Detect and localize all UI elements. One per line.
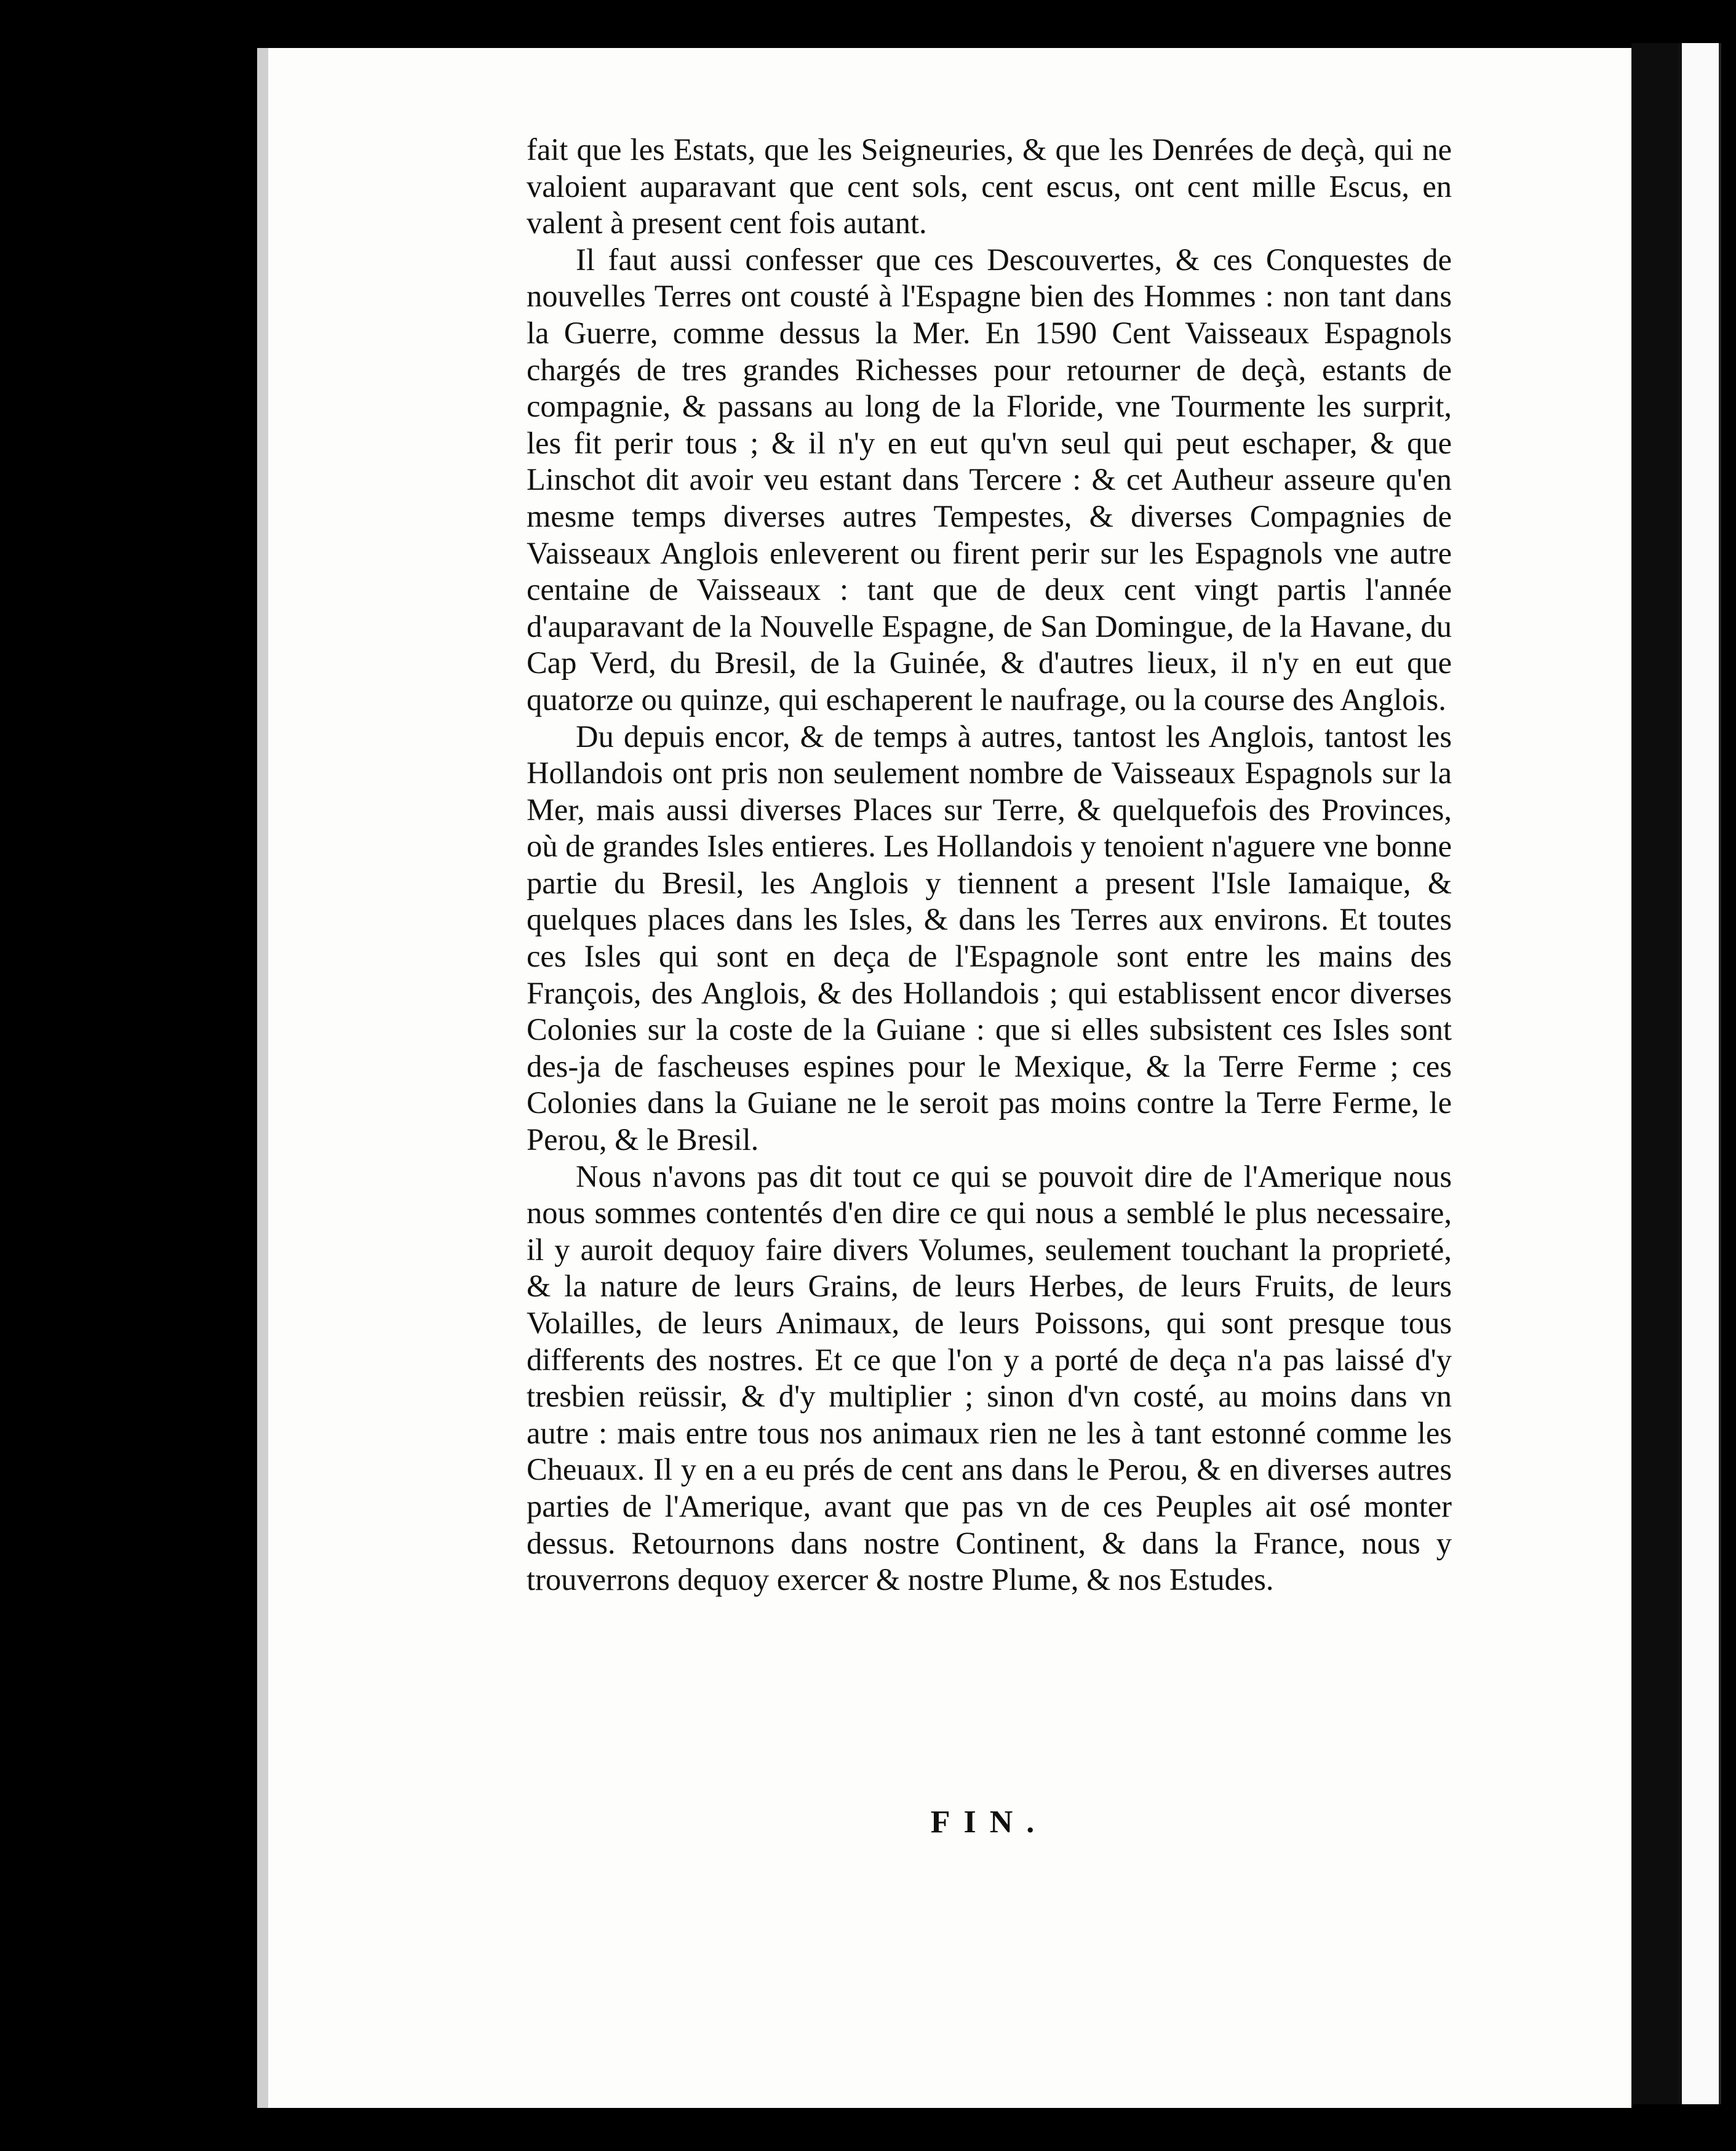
paragraph-2: Il faut aussi confesser que ces Descouvertes, & ces Conquestes de nouvelles Terres ont cousté à l'Espagne bien des Hommes : non tant dans la Guerre, comme dessus la Mer. En 1590 Cent Vaisseaux Espagnols chargés de tres grandes Richesses pour retourner de deçà, estants de compagnie, & passans au long de la Floride, vne Tourmente les surprit, les fit perir tous ; & il n'y en eut qu'vn seul qui peut eschaper, & que Linschot dit avoir veu estant dans Tercere : & cet Autheur asseure qu'en mesme temps diverses autres Tempestes, & diverses Compagnies de Vaisseaux Anglois enleverent ou firent perir sur les Espagnols vne autre centaine de Vaisseaux : tant que de deux cent vingt partis l'année d'auparavant de la Nouvelle Espagne, de San Domingue, de la Havane, du Cap Verd, du Bresil, de la Guinée, & d'autres lieux, il n'y en eut que quatorze ou quinze, qui eschaperent le naufrage, ou la course des Anglois.: [527, 242, 1452, 717]
next-page-edge: [1678, 43, 1721, 2104]
paragraph-1: fait que les Estats, que les Seigneuries, & que les Denrées de deçà, qui ne valoient auparavant que cent sols, cent escus, ont cent mille Escus, en valent à present cent fois autant.: [527, 132, 1452, 241]
gutter-shadow: [1631, 43, 1678, 2104]
paragraph-4: Nous n'avons pas dit tout ce qui se pouvoit dire de l'Amerique nous nous sommes contentés d'en dire ce qui nous a semblé le plus necessaire, il y auroit dequoy faire divers Volumes, seulement touchant la proprieté, & la nature de leurs Grains, de leurs Herbes, de leurs Fruits, de leurs Volailles, de leurs Animaux, de leurs Poissons, qui sont presque tous differents des nostres. Et ce que l'on y a porté de deça n'a pas laissé d'y tresbien reüssir, & d'y multiplier ; sinon d'vn costé, au moins dans vn autre : mais entre tous nos animaux rien ne les à tant estonné comme les Cheuaux. Il y en a eu prés de cent ans dans le Perou, & en diverses autres parties de l'Amerique, avant que pas vn de ces Peuples ait osé monter dessus. Retournons dans nostre Continent, & dans la France, nous y trouverrons dequoy exercer & nostre Plume, & nos Estudes.: [527, 1159, 1452, 1597]
page-left-edge: [257, 48, 268, 2108]
paragraph-3: Du depuis encor, & de temps à autres, tantost les Anglois, tantost les Hollandois ont pris non seulement nombre de Vaisseaux Espagnols sur la Mer, mais aussi diverses Places sur Terre, & quelquefois des Provinces, où de grandes Isles entieres. Les Hollandois y tenoient n'aguere vne bonne partie du Bresil, les Anglois y tiennent a present l'Isle Iamaique, & quelques places dans les Isles, & dans les Terres aux environs. Et toutes ces Isles qui sont en deça de l'Espagnole sont entre les mains des François, des Anglois, & des Hollandois ; qui establissent encor diverses Colonies sur la coste de la Guiane : que si elles subsistent ces Isles sont des-ja de fascheuses espines pour le Mexique, & la Terre Ferme ; ces Colonies dans la Guiane ne le seroit pas moins contre la Terre Ferme, le Perou, & le Bresil.: [527, 719, 1452, 1157]
closing-fin: FIN.: [930, 1805, 1048, 1840]
page-text: [527, 132, 1452, 1840]
